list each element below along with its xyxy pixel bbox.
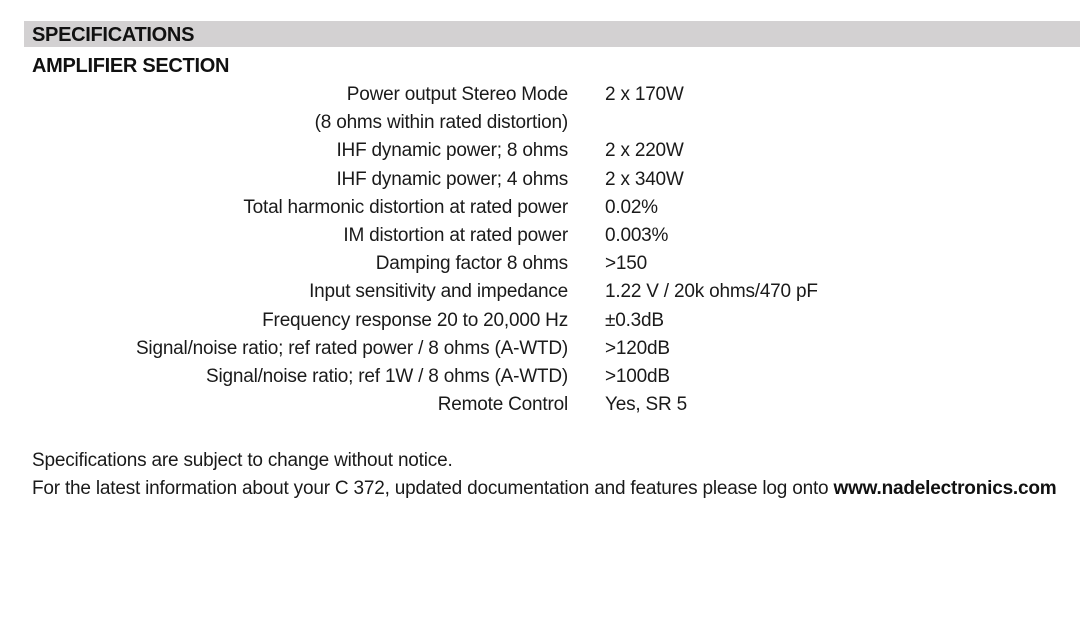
spec-value: 2 x 170W bbox=[605, 84, 684, 105]
spec-value: ±0.3dB bbox=[605, 309, 664, 331]
spec-label: Power output Stereo Mode bbox=[346, 84, 568, 105]
spec-row-snr-1w bbox=[0, 363, 1080, 391]
spec-label: Frequency response 20 to 20,000 Hz bbox=[262, 309, 568, 331]
spec-row-power-output-note bbox=[0, 109, 1080, 137]
latest-info-line bbox=[32, 475, 1056, 503]
spec-row-input-sensitivity bbox=[0, 278, 1080, 306]
spec-value: >150 bbox=[605, 253, 647, 275]
spec-table bbox=[0, 81, 1080, 419]
spec-label: (8 ohms within rated distortion) bbox=[314, 112, 568, 134]
spec-label: Signal/noise ratio; ref rated power / 8 ohms (A-WTD) bbox=[135, 337, 568, 359]
spec-label: Input sensitivity and impedance bbox=[309, 281, 568, 303]
spec-row-ihf-4-ohms bbox=[0, 166, 1080, 194]
spec-value: >120dB bbox=[605, 337, 670, 359]
spec-label: Remote Control bbox=[437, 394, 568, 416]
spec-label: IHF dynamic power; 4 ohms bbox=[336, 168, 568, 190]
spec-value: Yes, SR 5 bbox=[605, 394, 687, 416]
specifications-title-bar bbox=[24, 21, 1080, 47]
spec-label: Signal/noise ratio; ref 1W / 8 ohms (A-WTD) bbox=[205, 365, 568, 387]
spec-value: 2 x 220W bbox=[605, 140, 684, 162]
spec-label: IM distortion at rated power bbox=[343, 224, 568, 246]
spec-row-frequency-response bbox=[0, 307, 1080, 335]
spec-value: >100dB bbox=[605, 365, 670, 387]
change-notice: Specifications are subject to change without notice. bbox=[32, 450, 453, 471]
spec-label: Total harmonic distortion at rated power bbox=[243, 196, 568, 218]
spec-row-ihf-8-ohms bbox=[0, 137, 1080, 165]
spec-row-thd bbox=[0, 194, 1080, 222]
section-heading: AMPLIFIER SECTION bbox=[32, 55, 230, 77]
spec-value: 2 x 340W bbox=[605, 168, 684, 190]
spec-row-damping-factor bbox=[0, 250, 1080, 278]
spec-value: 1.22 V / 20k ohms/470 pF bbox=[605, 281, 818, 303]
footer-notes bbox=[32, 447, 1056, 503]
website-link[interactable]: www.nadelectronics.com bbox=[833, 478, 1057, 499]
latest-info-text: For the latest information about your C 372, updated documentation and features please log onto bbox=[32, 478, 834, 499]
spec-value: 0.02% bbox=[605, 196, 658, 218]
spec-row-snr-rated-power bbox=[0, 335, 1080, 363]
spec-label: IHF dynamic power; 8 ohms bbox=[336, 140, 568, 162]
spec-label: Damping factor 8 ohms bbox=[375, 253, 568, 275]
spec-row-remote-control bbox=[0, 391, 1080, 419]
spec-row-im-distortion bbox=[0, 222, 1080, 250]
spec-value: 0.003% bbox=[605, 224, 669, 246]
spec-row-power-output bbox=[0, 81, 1080, 109]
page-title: SPECIFICATIONS bbox=[32, 24, 195, 46]
